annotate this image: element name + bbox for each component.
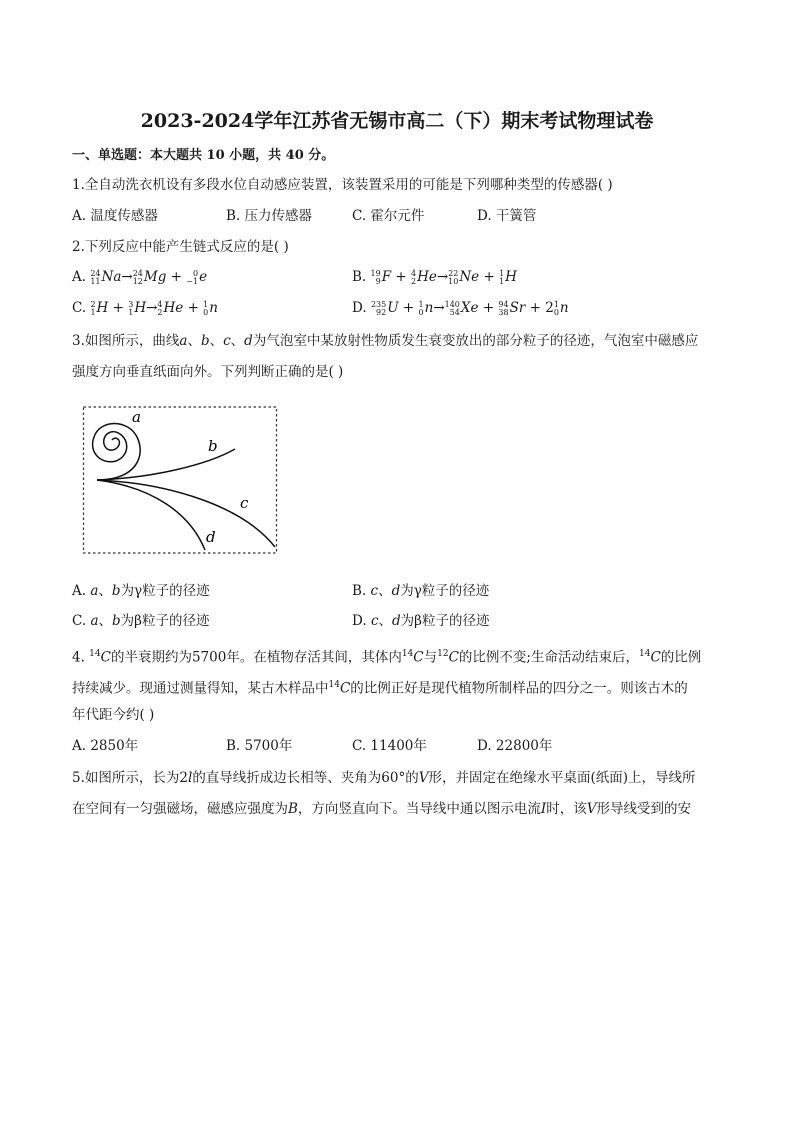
q4-stem-line1: 4. $^{14}$C的半衰期约为5700年。在植物存活其间，其体内$^{14}$C与$^{12}$C的比例不变;生命活动结束后，$^{14}$C的比例 (72, 649, 702, 666)
q3-option-a: A. a、b为γ粒子的径迹 (72, 583, 210, 599)
q2-option-a: A. 24 11 Na→ 24 12 Mg + 0 −1 e (72, 268, 208, 286)
q1-stem: 1.全自动洗衣机设有多段水位自动感应装置，该装置采用的可能是下列哪种类型的传感器( ) (72, 177, 613, 193)
q5-stem-line1: 5.如图所示，长为2l的直导线折成边长相等、夹角为60°的V形，并固定在绝缘水平桌面(纸面)上，导线所 (72, 770, 696, 786)
bubble-chamber-figure (82, 405, 282, 555)
track-a (93, 424, 141, 481)
q3-option-c: C. a、b为β粒子的径迹 (72, 613, 210, 629)
q2-option-c: C. 2 1 H + 3 1 H→ 4 2 He + 1 0 n (72, 299, 218, 317)
label-d: d (206, 528, 216, 546)
label-a: a (132, 408, 141, 426)
q4-stem-line3: 年代距今约( ) (72, 707, 155, 723)
section-heading: 一、单选题：本大题共 10 小题，共 40 分。 (72, 148, 335, 163)
track-d (97, 480, 205, 550)
q2-option-b: B. 19 9 F + 4 2 He→ 22 10 Ne + 1 1 H (352, 268, 517, 286)
q1-option-d: D. 干簧管 (477, 208, 537, 224)
q4-option-b: B. 5700年 (226, 738, 293, 754)
track-c (97, 480, 275, 547)
page-title: 2023-2024学年江苏省无锡市高二（下）期末考试物理试卷 (140, 110, 654, 132)
figure-dashed-border (84, 407, 277, 553)
q1-option-b: B. 压力传感器 (226, 208, 313, 224)
q5-stem-line2: 在空间有一匀强磁场，磁感应强度为B，方向竖直向下。当导线中通以图示电流I时，该V形导线受到的安 (72, 801, 692, 817)
q4-option-a: A. 2850年 (72, 738, 139, 754)
label-b: b (208, 437, 218, 455)
q4-option-c: C. 11400年 (352, 738, 427, 754)
q4-stem-line2: 持续减少。现通过测量得知，某古木样品中$^{14}$C的比例正好是现代植物所制样品的四分之一。则该古木的 (72, 680, 688, 697)
q1-option-c: C. 霍尔元件 (352, 208, 425, 224)
q3-stem-line1: 3.如图所示，曲线a、b、c、d为气泡室中某放射性物质发生衰变放出的部分粒子的径迹，气泡室中磁感应 (72, 333, 699, 349)
q3-option-d: D. c、d为β粒子的径迹 (352, 613, 490, 629)
q2-stem: 2.下列反应中能产生链式反应的是( ) (72, 239, 289, 255)
label-c: c (240, 494, 249, 512)
q4-option-d: D. 22800年 (477, 738, 553, 754)
q1-option-a: A. 温度传感器 (72, 208, 158, 224)
q2-option-d: D. 235 92 U + 1 0 n→ 140 54 Xe + 94 38 Sr + 2 1 0 n (352, 299, 569, 317)
q3-stem-line2: 强度方向垂直纸面向外。下列判断正确的是( ) (72, 364, 344, 380)
q3-option-b: B. c、d为γ粒子的径迹 (352, 583, 490, 599)
